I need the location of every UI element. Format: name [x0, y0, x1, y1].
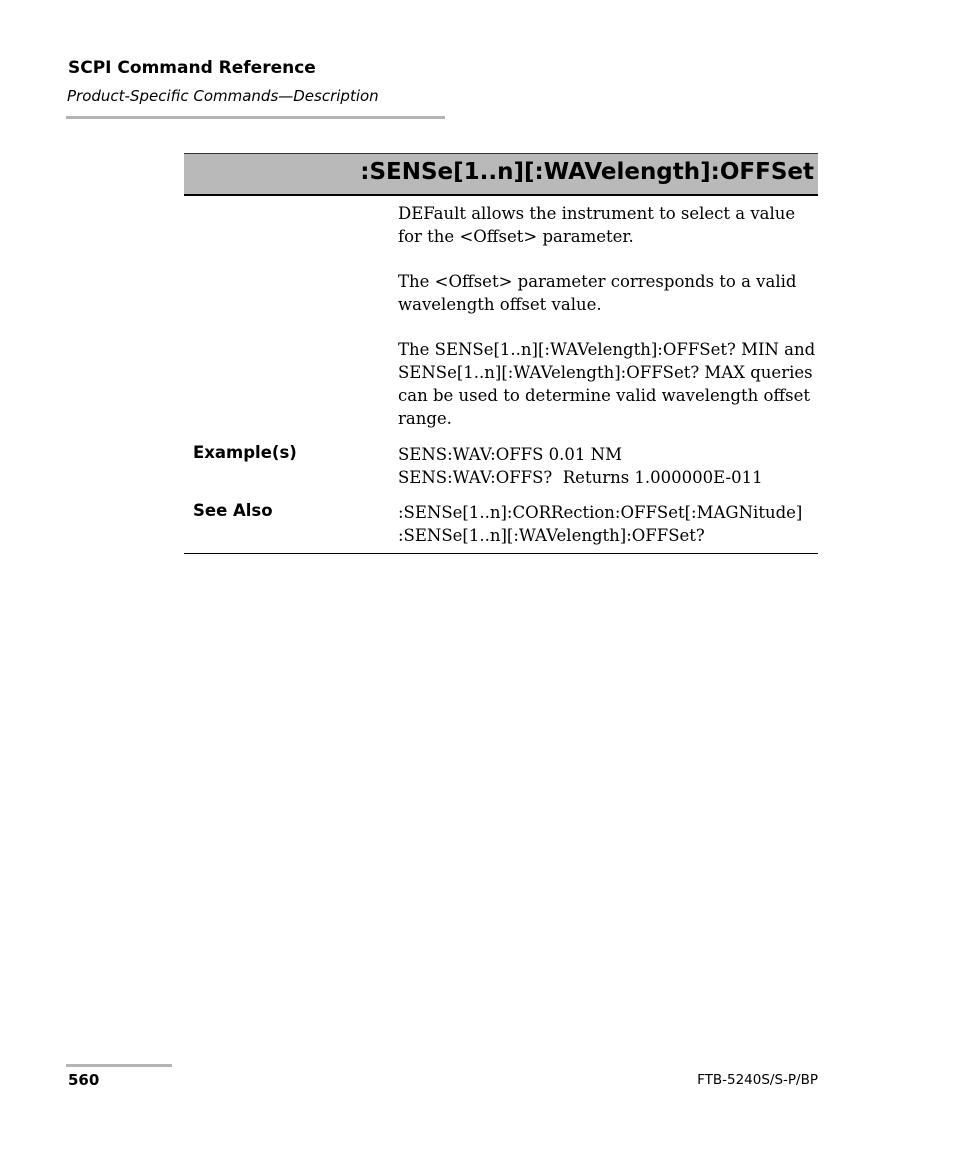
command-title: :SENSe[1..n][:WAVelength]:OFFSet [360, 159, 814, 185]
example-line: SENS:WAV:OFFS? Returns 1.000000E-011 [398, 468, 763, 487]
page-number: 560 [68, 1071, 100, 1089]
command-title-bar [184, 153, 818, 196]
see-also-label: See Also [193, 501, 273, 520]
description-paragraph: The <Offset> parameter corresponds to a valid wavelength offset value. [398, 272, 797, 314]
example-line: SENS:WAV:OFFS 0.01 NM [398, 445, 622, 464]
see-also-link: :SENSe[1..n][:WAVelength]:OFFSet? [398, 526, 705, 545]
examples-content [398, 443, 818, 489]
command-description [398, 202, 818, 430]
description-paragraph: The SENSe[1..n][:WAVelength]:OFFSet? MIN and SENSe[1..n][:WAVelength]:OFFSet? MAX queries can be used to determine valid wavelength offset range. [398, 340, 816, 428]
section-subtitle: Product-Specific Commands—Description [67, 87, 379, 105]
see-also-content [398, 501, 818, 547]
product-name: FTB-5240S/S-P/BP [697, 1072, 818, 1088]
footer-divider [66, 1064, 172, 1067]
section-title: SCPI Command Reference [68, 58, 316, 78]
header-divider [66, 116, 445, 119]
see-also-link: :SENSe[1..n]:CORRection:OFFSet[:MAGNitude] [398, 503, 803, 522]
description-paragraph: DEFault allows the instrument to select a value for the <Offset> parameter. [398, 204, 796, 246]
examples-label: Example(s) [193, 443, 297, 462]
table-bottom-divider [184, 553, 818, 554]
